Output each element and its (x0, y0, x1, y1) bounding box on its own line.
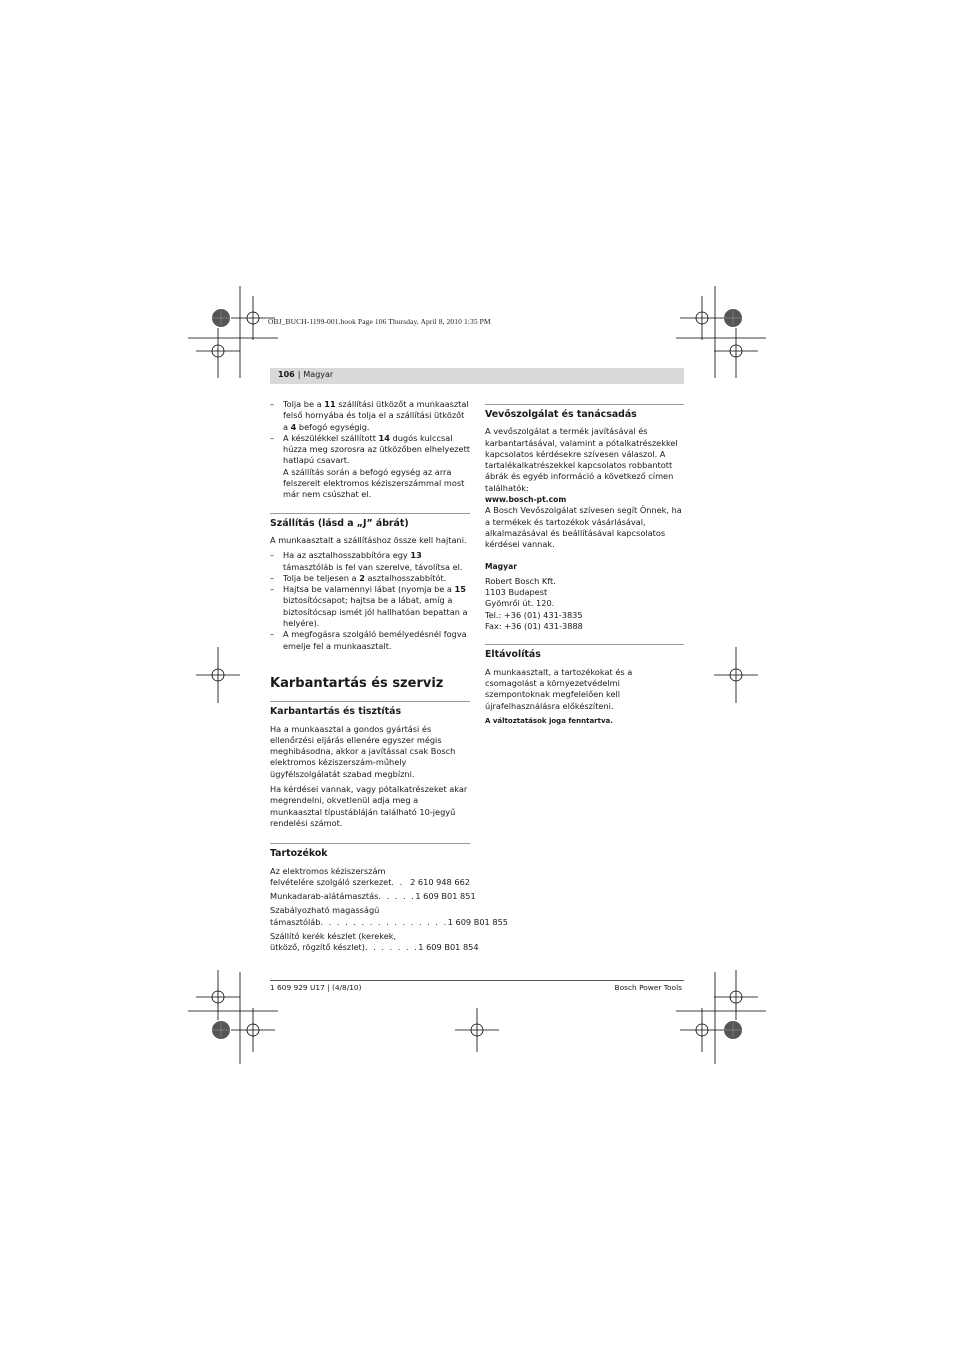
list-dash: – (270, 432, 275, 443)
list-item (270, 433, 470, 467)
accessory-item (270, 905, 508, 928)
part-number: 2 (359, 572, 365, 583)
print-slug: OBJ_BUCH-1199-001.book Page 106 Thursday, April 8, 2010 1:35 PM (268, 317, 491, 326)
list-text: támasztóláb is fel van szerelve, távolítsa el. (283, 561, 463, 572)
accessory-item (270, 866, 470, 889)
page-number-line (278, 370, 333, 379)
accessories-list (270, 865, 508, 954)
country-heading: Magyar (485, 561, 517, 571)
footer-rule (270, 980, 684, 981)
accessory-item (270, 891, 476, 902)
address-line: Fax: +36 (01) 431-3888 (485, 621, 583, 632)
list-text: Hajtsa be valamennyi lábat (nyomja be a (283, 584, 455, 595)
address-block (485, 576, 684, 632)
service-section-heading: Karbantartás és szerviz (270, 675, 444, 691)
customer-service-paragraph-1: A vevőszolgálat a termék javításával és karbantartásával, valamint a pótalkatrészekkel kapcsolatos kérdésekre szívesen válaszol. A tartalékalkatrészekkel kapcsolatos robbantott ábrák és egyéb információ a következő címen találhatók: (485, 426, 678, 493)
address-line: Tel.: +36 (01) 431-3835 (485, 609, 583, 620)
disposal-paragraph: A munkaasztalt, a tartozékokat és a csomagolást a környezetvédelmi szempontoknak megfelelően kell újrafelhasználásra előkészíteni. (485, 666, 633, 711)
list-item (270, 629, 470, 652)
footer-document-number: 1 609 929 U17 | (4/8/10) (270, 983, 362, 992)
transport-heading: Szállítás (lásd a „J” ábrát) (270, 513, 470, 529)
accessory-label: támasztóláb (270, 916, 321, 927)
list-text: dugós kulccsal húzza meg szorosra az ütközőben elhelyezett hatlapú csavart. (283, 432, 470, 466)
accessory-label-line: Szállító kerék készlet (kerekek, (270, 930, 397, 941)
mounting-note: A szállítás során a befogó egység az arra felszerelt elektromos kéziszerszámmal most már nem csúszhat el. (283, 466, 465, 500)
header-language: Magyar (303, 370, 334, 379)
list-text: A megfogásra szolgáló bemélyedésnél fogva emelje fel a munkaasztalt. (283, 629, 467, 651)
part-number: 14 (378, 432, 390, 443)
steps-list-transport (270, 550, 470, 652)
accessory-leader-dots: . . . . . . . (364, 942, 419, 953)
list-item (270, 584, 470, 629)
accessory-label-line: Az elektromos kéziszerszám (270, 865, 386, 876)
accessories-heading: Tartozékok (270, 843, 470, 859)
list-text: Ha az asztalhosszabbítóra egy (283, 550, 411, 561)
address-line: Robert Bosch Kft. (485, 575, 556, 586)
accessory-item (270, 930, 479, 954)
list-text: befogó egységig. (296, 421, 370, 432)
list-text: biztosítócsapot; hajtsa be a lábat, amíg a biztosítócsap ismét jól hallhatóan bepattan a helyére). (283, 595, 468, 629)
right-column (485, 392, 684, 727)
cleaning-paragraph-2: Ha kérdései vannak, vagy pótalkatrészeket akar megrendelni, okvetlenül adja meg a munkaasztal típustábláján található 10-jegyű rendelési számot. (270, 784, 468, 828)
address-line: 1103 Budapest (485, 587, 548, 598)
page-number: 106 (278, 370, 295, 379)
list-text: Tolja be teljesen a (283, 572, 360, 583)
accessory-label-line: Szabályozható magasságú (270, 905, 380, 916)
list-item (270, 399, 470, 433)
accessory-label: ütköző, rögzítő készlet) (270, 942, 365, 953)
list-item (270, 573, 470, 584)
accessory-part-number: 1 609 B01 855 (447, 916, 508, 927)
page-header-bar (270, 368, 684, 384)
accessory-label: Munkadarab-alátámasztás (270, 891, 379, 902)
accessory-part-number: 2 610 948 662 (410, 876, 470, 887)
accessory-leader-dots: . . (391, 876, 404, 887)
list-dash: – (270, 629, 275, 640)
address-line: Gyömrői út. 120. (485, 598, 555, 609)
part-number: 4 (290, 421, 297, 432)
accessory-leader-dots: . . . . . (378, 891, 416, 902)
part-number: 11 (324, 399, 336, 409)
disposal-heading: Eltávolítás (485, 644, 684, 660)
list-text: szállítási ütközőt a munkaasztal felső hornyába és tolja el a szállítási ütközőt a (283, 399, 469, 432)
part-number: 13 (410, 550, 422, 561)
accessory-part-number: 1 609 B01 851 (415, 891, 476, 902)
header-separator: | (297, 370, 301, 379)
transport-intro: A munkaasztalt a szállításhoz össze kell hajtani. (270, 534, 467, 545)
cleaning-heading: Karbantartás és tisztítás (270, 701, 470, 717)
list-text: A készülékkel szállított (283, 432, 379, 443)
list-text: Tolja be a (283, 399, 325, 409)
cleaning-paragraph-1: Ha a munkaasztal a gondos gyártási és ellenőrzési eljárás ellenére egyszer mégis meghibásodna, akkor a javítással csak Bosch elektromos kéziszerszám-műhely ügyfélszolgálatát szabad megbízni. (270, 723, 456, 779)
customer-service-paragraph-2: A Bosch Vevőszolgálat szívesen segít Önnek, ha a termékek és tartozékok vásárlásával, alkalmazásával és beállításával kapcsolatos kérdései vannak. (485, 505, 682, 550)
list-item (270, 550, 470, 573)
accessory-part-number: 1 609 B01 854 (418, 942, 479, 953)
accessory-label: felvételére szolgáló szerkezet (270, 876, 392, 887)
list-dash: – (270, 584, 275, 595)
list-dash: – (270, 550, 275, 561)
steps-list-mounting (270, 399, 470, 467)
list-dash: – (270, 399, 275, 409)
part-number: 15 (454, 584, 466, 595)
footer-brand: Bosch Power Tools (614, 983, 682, 992)
list-dash: – (270, 572, 275, 583)
accessory-leader-dots: . . . . . . . . . . . . . . . . (320, 916, 448, 927)
service-url-link[interactable]: www.bosch-pt.com (485, 495, 567, 505)
customer-service-heading: Vevőszolgálat és tanácsadás (485, 404, 684, 420)
list-text: asztalhosszabbítót. (364, 572, 447, 583)
rights-reserved-note: A változtatások joga fenntartva. (485, 716, 613, 725)
